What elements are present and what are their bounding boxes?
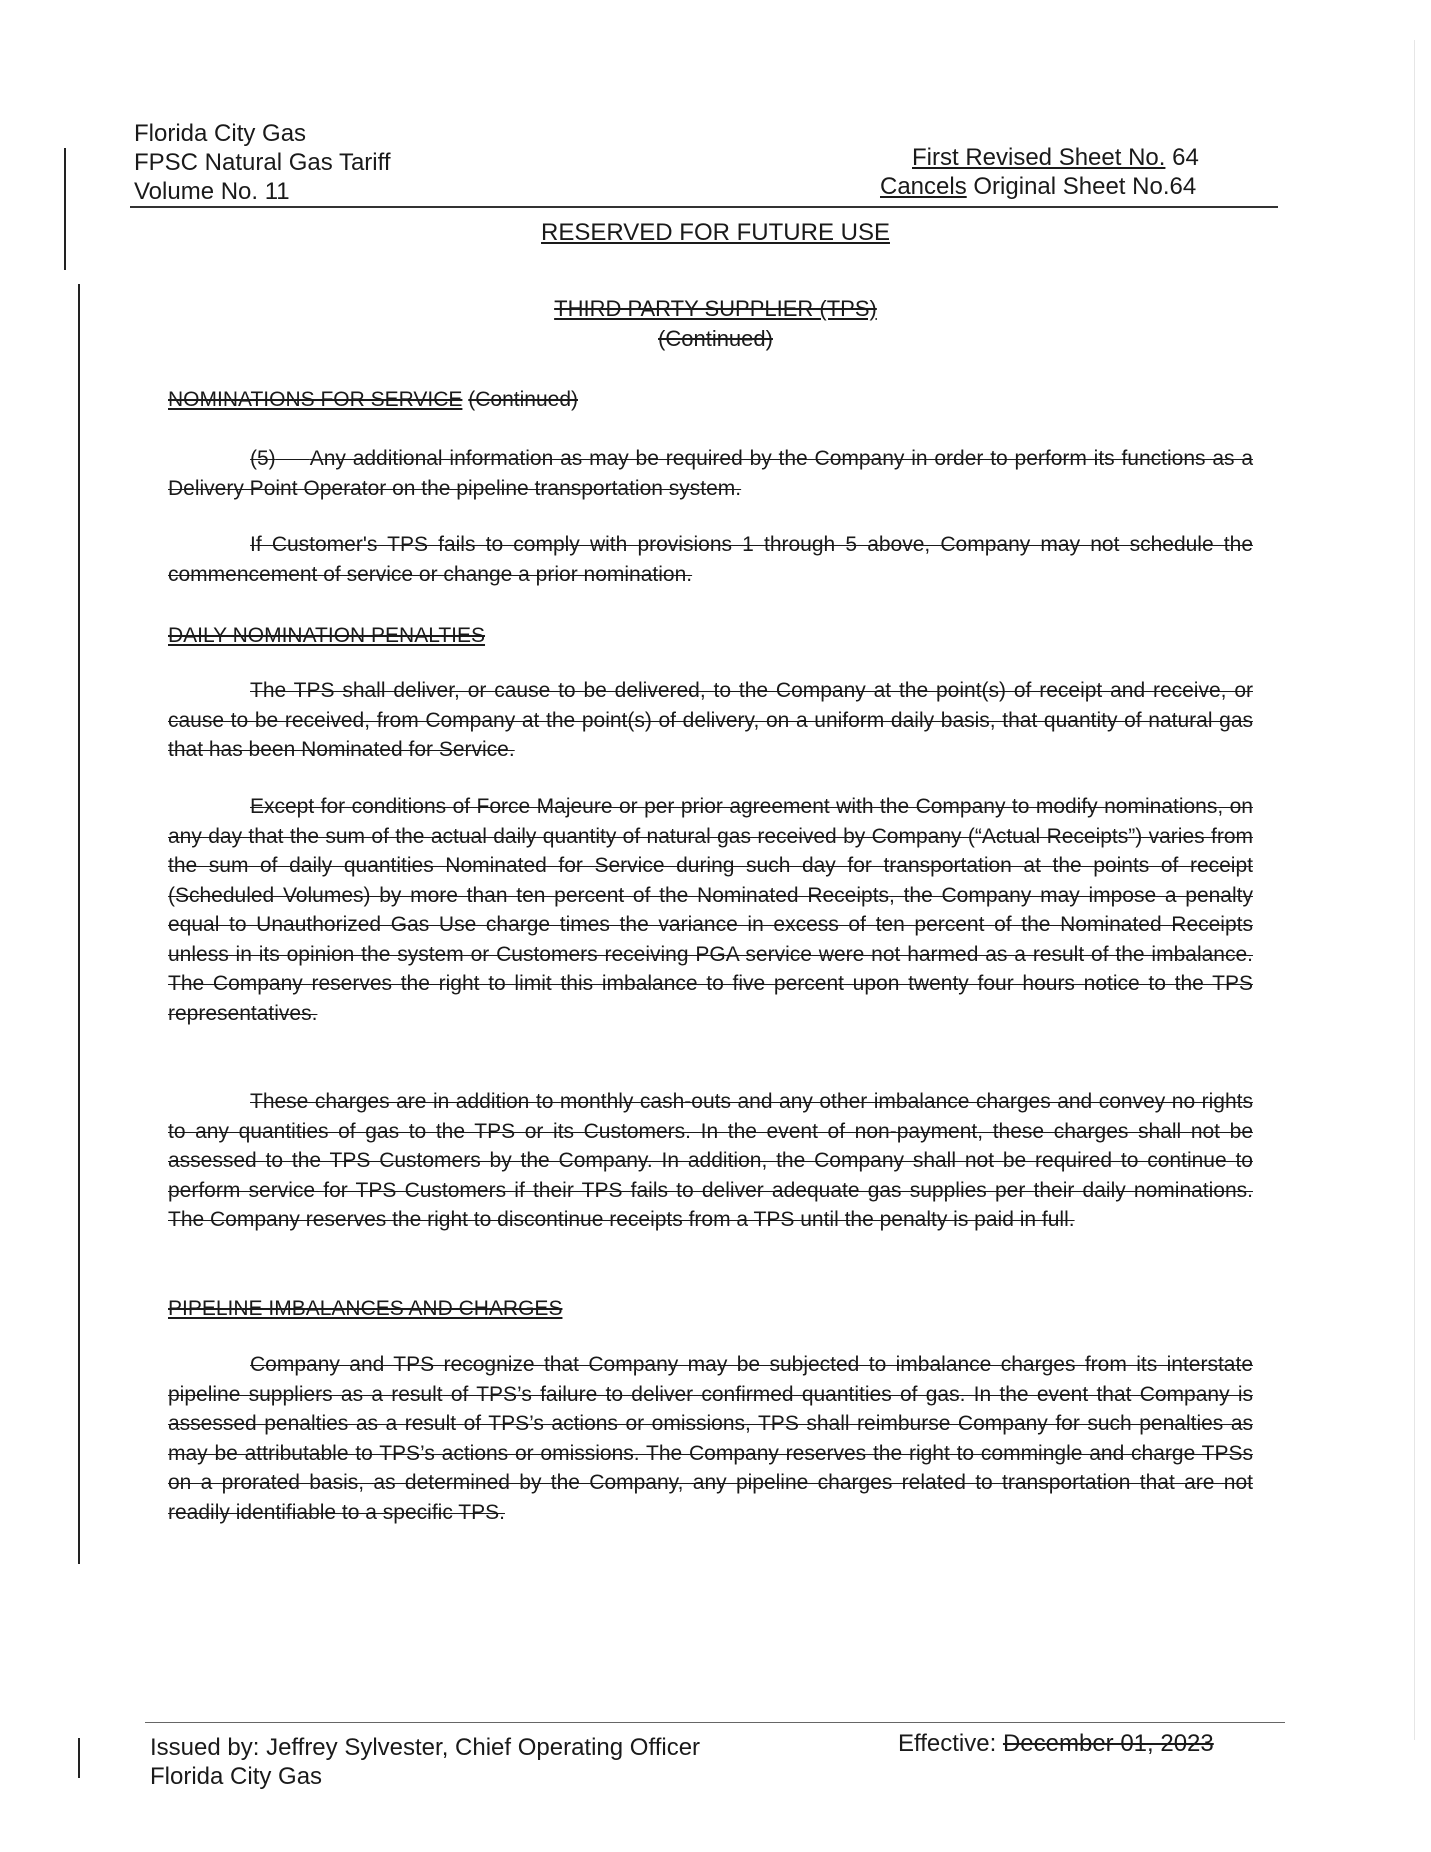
- header-tariff: FPSC Natural Gas Tariff: [134, 149, 391, 176]
- section-title: THIRD PARTY SUPPLIER (TPS) (Continued): [554, 296, 877, 351]
- header-right: [880, 143, 1199, 201]
- daily-penalties-p1: The TPS shall deliver, or cause to be delivered, to the Company at the point(s) of receipt and receive, or cause to be received, from Company at the point(s) of delivery, on a uniform daily basis, that quantity of natural gas that has been Nominated for Service.: [168, 679, 1253, 761]
- sheet-prefix: First Revised Sheet No.: [912, 144, 1166, 171]
- footer-rule: [145, 1722, 1285, 1723]
- pipeline-p1: Company and TPS recognize that Company may be subjected to imbalance charges from its interstate pipeline suppliers as a result of TPS’s failure to deliver confirmed quantities of gas. In the event that Company is assessed penalties as a result of TPS’s actions or omissions, TPS shall reimburse Company for such penalties as may be attributable to TPS’s actions or omissions. The Company reserves the right to commingle and charge TPSs on a prorated basis, as determined by the Company, any pipeline charges related to transportation that are not readily identifiable to a specific TPS.: [168, 1353, 1253, 1524]
- issued-by: Issued by: Jeffrey Sylvester, Chief Operating Officer: [150, 1734, 701, 1761]
- header-left: [134, 119, 391, 206]
- daily-penalties-p2: Except for conditions of Force Majeure or per prior agreement with the Company to modify nominations, on any day that the sum of the actual daily quantity of natural gas received by Company (“Actual Receipts”) varies from the sum of daily quantities Nominated for Service during such day for transportation at the points of receipt (Scheduled Volumes) by more than ten percent of the Nominated Receipts, the Company may impose a penalty equal to Unauthorized Gas Use charge times the variance in excess of ten percent of the Nominated Receipts unless in its opinion the system or Customers receiving PGA service were not harmed as a result of the imbalance. The Company reserves the right to limit this imbalance to five percent upon twenty four hours notice to the TPS representatives.: [168, 795, 1253, 1025]
- reserved-title: RESERVED FOR FUTURE USE: [541, 219, 890, 246]
- section-subtitle: (Continued): [658, 326, 773, 351]
- daily-penalties-p3: These charges are in addition to monthly cash-outs and any other imbalance charges and convey no rights to any quantities of gas to the TPS or its Customers. In the event of non-payment, these charges shall not be assessed to the TPS Customers by the Company. In addition, the Company shall not be required to continue to perform service for TPS Customers if their TPS fails to deliver adequate gas supplies per their daily nominations. The Company reserves the right to discontinue receipts from a TPS until the penalty is paid in full.: [168, 1090, 1253, 1231]
- header-volume: Volume No. 11: [134, 178, 290, 205]
- sheet-number: 64: [1172, 144, 1199, 171]
- nominations-compliance: If Customer's TPS fails to comply with provisions 1 through 5 above, Company may not schedule the commencement of service or change a prior nomination.: [168, 533, 1253, 586]
- pipeline-heading: PIPELINE IMBALANCES AND CHARGES: [168, 1297, 563, 1320]
- item-text: Any additional information as may be required by the Company in order to perform its functions as a Delivery Point Operator on the pipeline transportation system.: [168, 447, 1253, 500]
- header-company: Florida City Gas: [134, 120, 307, 147]
- cancels-line: [880, 172, 1199, 201]
- nominations-item-5: [168, 444, 1253, 503]
- sheet-line: [880, 143, 1199, 172]
- cancels-rest: Original Sheet No.64: [973, 173, 1197, 200]
- footer-company: Florida City Gas: [150, 1763, 323, 1790]
- item-number: (5): [250, 447, 276, 470]
- effective-label: Effective:: [898, 1730, 997, 1757]
- nominations-heading: NOMINATIONS FOR SERVICE (Continued): [168, 388, 578, 411]
- footer-left: [150, 1733, 700, 1791]
- daily-penalties-heading: DAILY NOMINATION PENALTIES: [168, 624, 486, 647]
- revision-bar-top: [64, 148, 66, 270]
- header-rule: [130, 206, 1278, 208]
- revision-bar-bottom: [78, 1738, 80, 1778]
- footer-effective: [898, 1729, 1214, 1758]
- cancels-word: Cancels: [880, 173, 967, 200]
- revision-bar-main: [78, 284, 80, 1564]
- effective-date: December 01, 2023: [1002, 1730, 1214, 1757]
